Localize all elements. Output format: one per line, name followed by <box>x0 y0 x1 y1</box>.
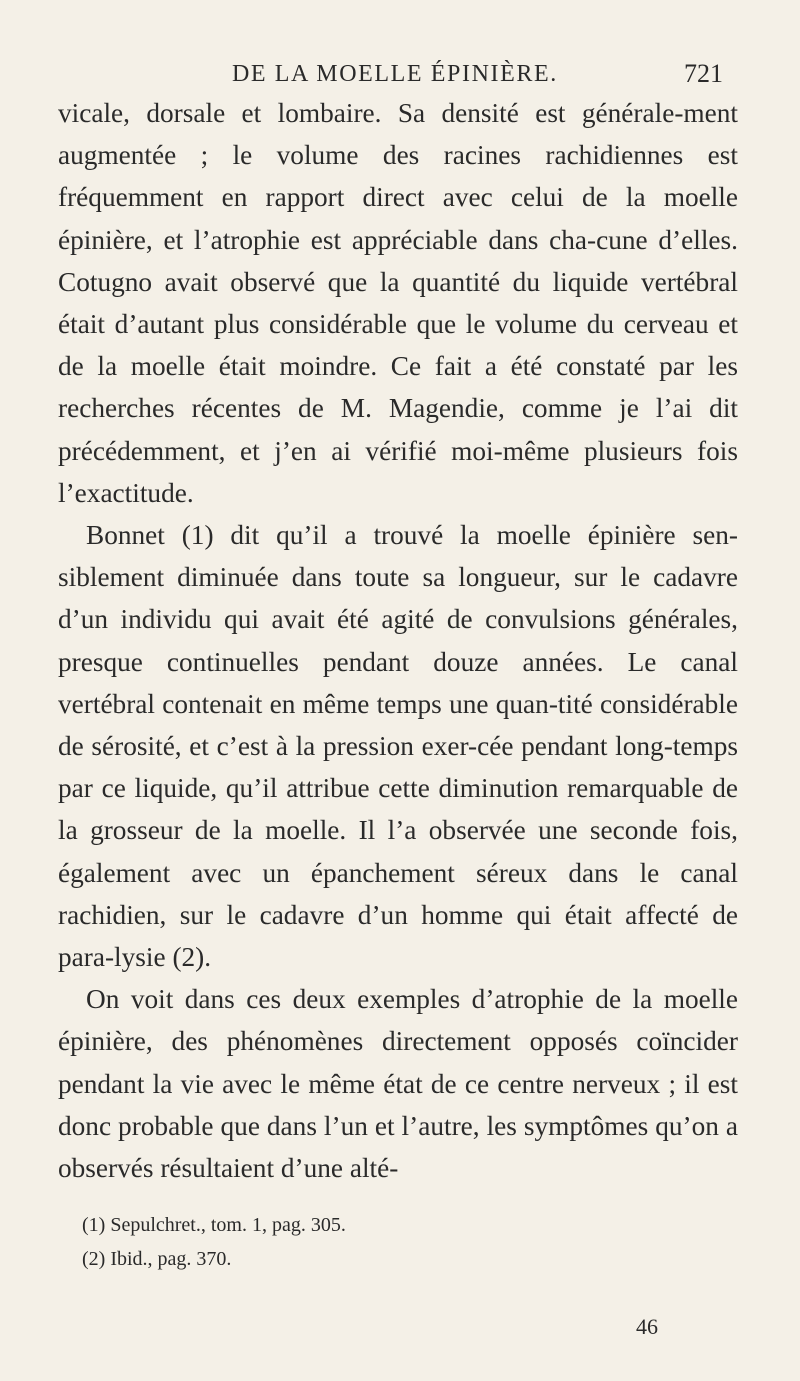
page-number: 721 <box>684 59 723 88</box>
footnote: (1) Sepulchret., tom. 1, pag. 305. <box>82 1214 346 1236</box>
paragraph: vicale, dorsale et lombaire. Sa densité est générale-ment augmentée ; le volume des racines rachidiennes est fréquemment en rapport direct avec celui de la moelle épinière, et l’atrophie est appréciable dans cha-cune d’elles. Cotugno avait observé que la quantité du liquide vertébral était d’autant plus considérable que le volume du cerveau et de la moelle était moindre. Ce fait a été constaté par les recherches récentes de M. Magendie, comme je l’ai dit précédemment, et j’en ai vérifié moi-même plusieurs fois l’exactitude. <box>58 98 738 508</box>
footnotes <box>82 1208 722 1276</box>
paragraph: On voit dans ces deux exemples d’atrophie de la moelle épinière, des phénomènes directement opposés coïncider pendant la vie avec le même état de ce centre nerveux ; il est donc probable que dans l’un et l’autre, les symptômes qu’on a observés résultaient d’une alté- <box>58 984 738 1184</box>
running-head-title: DE LA MOELLE ÉPINIÈRE. <box>232 61 558 87</box>
body-text <box>58 92 738 1189</box>
footnote: (2) Ibid., pag. 370. <box>82 1248 232 1270</box>
paragraph: Bonnet (1) dit qu’il a trouvé la moelle épinière sen-siblement diminuée dans toute sa longueur, sur le cadavre d’un individu qui avait été agité de convulsions générales, presque continuelles pendant douze années. Le canal vertébral contenait en même temps une quan-tité considérable de sérosité, et c’est à la pression exer-cée pendant long-temps par ce liquide, qu’il attribue cette diminution remarquable de la grosseur de la moelle. Il l’a observée une seconde fois, également avec un épanchement séreux dans le canal rachidien, sur le cadavre d’un homme qui était affecté de para-lysie (2). <box>58 520 738 973</box>
running-head <box>0 56 800 92</box>
signature-mark: 46 <box>636 1314 658 1339</box>
